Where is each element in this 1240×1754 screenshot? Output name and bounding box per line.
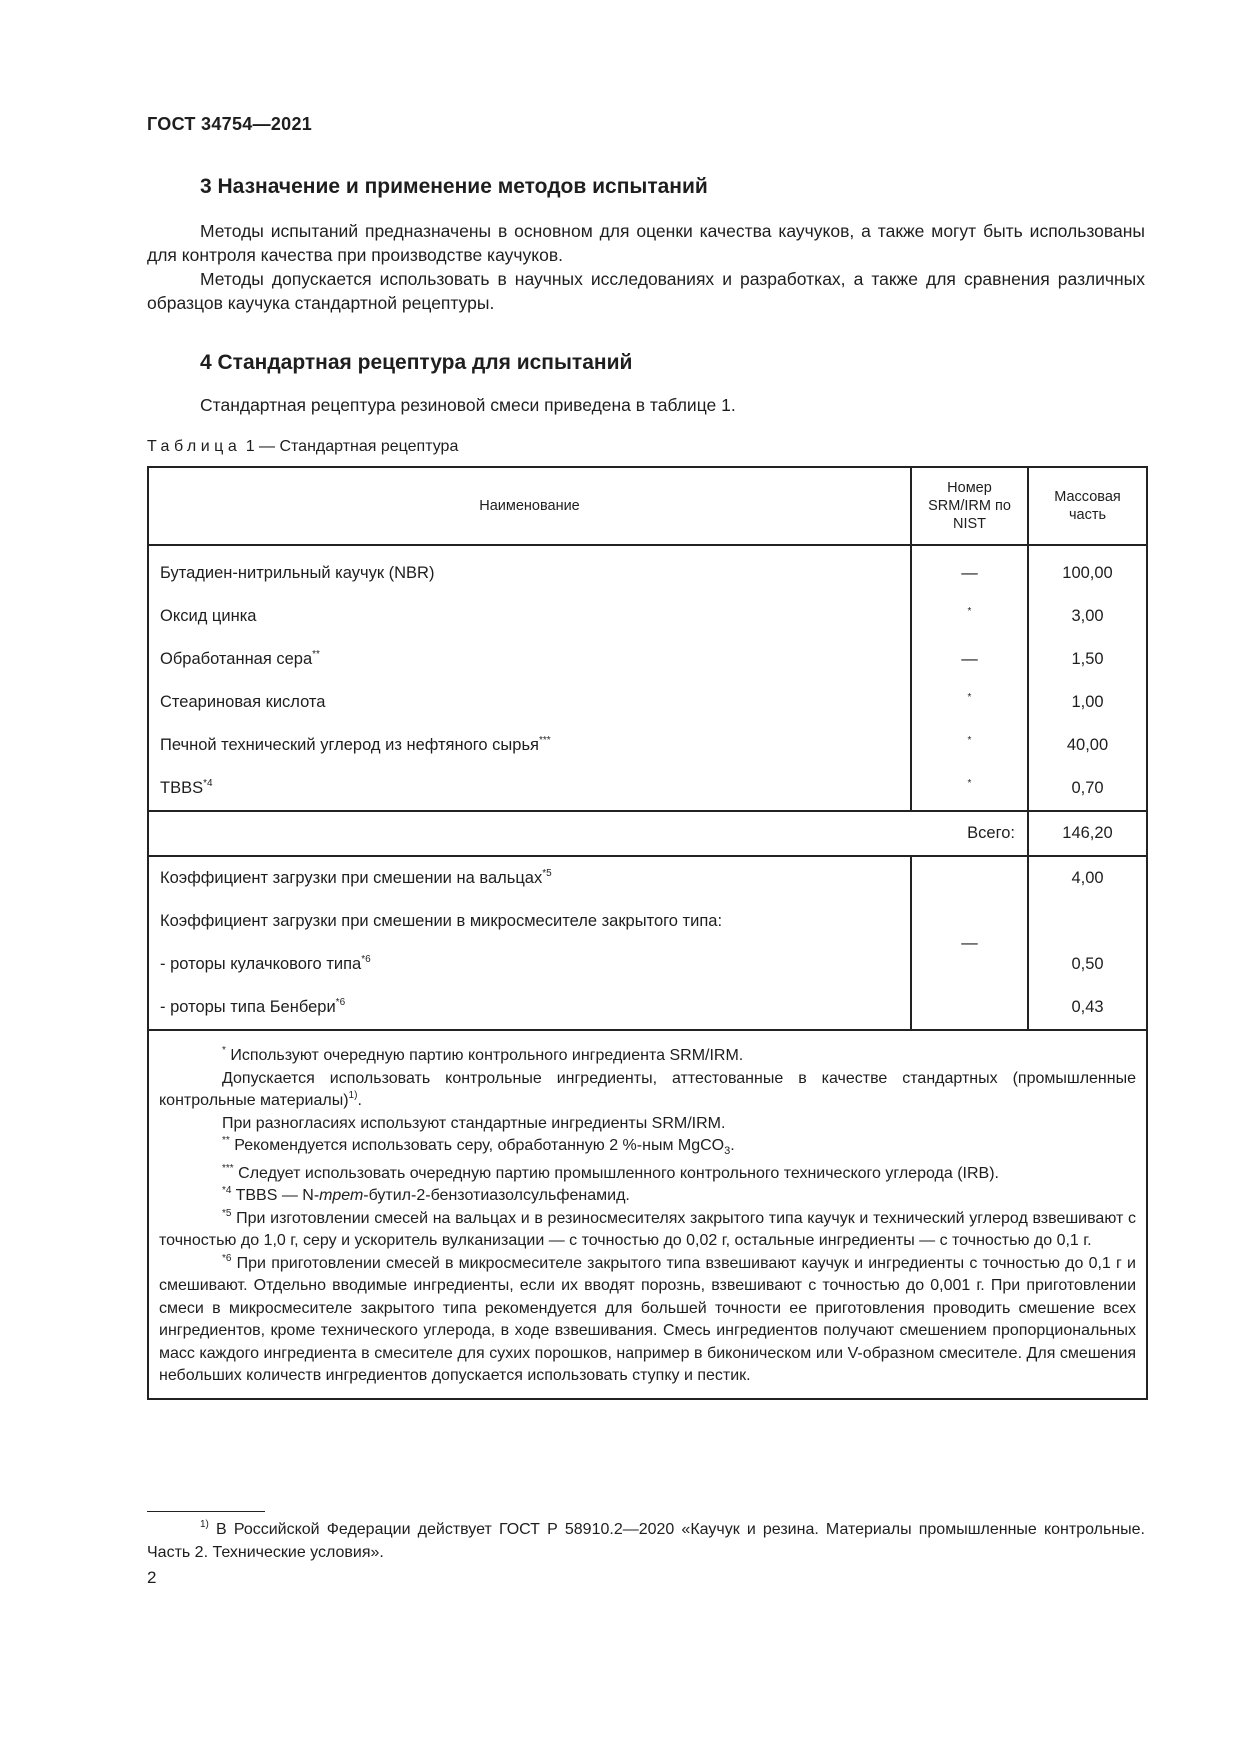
- table-caption-title: 1 — Стандартная рецептура: [245, 438, 459, 455]
- ingredient-name: Оксид цинка: [148, 595, 911, 638]
- coefficient-name: - роторы кулачкового типа$^{*6}$: [148, 943, 911, 986]
- footnote-divider: [147, 1511, 265, 1512]
- ingredient-mass: 100,00: [1028, 545, 1147, 595]
- footnote: $^{1)}$ В Российской Федерации действует ГОСТ Р 58910.2—2020 «Каучук и резина. Материалы промышленные контрольные. Часть 2. Технические условия».: [147, 1519, 1146, 1561]
- header-name: Наименование: [148, 467, 911, 545]
- note-4: ** Рекомендуется использовать серу, обработанную 2 %-ным MgCO$_3$.: [222, 1135, 735, 1158]
- ingredient-nist: *: [911, 767, 1028, 811]
- coefficient-mass: 0,43: [1028, 986, 1147, 1030]
- header-nist: Номер SRM/IRM по NIST: [911, 467, 1028, 545]
- table-caption: [147, 438, 458, 456]
- ingredient-mass: 3,00: [1028, 595, 1147, 638]
- section-4-paragraph-1: Стандартная рецептура резиновой смеси приведена в таблице 1.: [200, 395, 736, 415]
- table-row: [148, 638, 1147, 681]
- table-row: [148, 724, 1147, 767]
- coefficient-nist: —: [911, 856, 1028, 1030]
- note-3: При разногласиях используют стандартные ингредиенты SRM/IRM.: [222, 1114, 726, 1132]
- ingredient-name: Бутадиен-нитрильный каучук (NBR): [148, 545, 911, 595]
- section-3-paragraph-1: Методы испытаний предназначены в основном для оценки качества каучуков, а также могут быть использованы для контроля качества при производстве каучуков.: [147, 221, 1145, 265]
- page-number: 2: [147, 1568, 157, 1587]
- section-3-heading: 3 Назначение и применение методов испытаний: [200, 175, 708, 198]
- recipe-table: [147, 466, 1148, 1400]
- ingredient-nist: *: [911, 681, 1028, 724]
- ingredient-name: TBBS$^{*4}$: [148, 767, 911, 811]
- coefficient-name: Коэффициент загрузки при смешении в микросмесителе закрытого типа:: [148, 900, 911, 943]
- ingredient-name: Печной технический углерод из нефтяного сырья***: [148, 724, 911, 767]
- note-8: $^{*6}$ При приготовлении смесей в микросмесителе закрытого типа взвешивают каучук и ингредиенты с точностью до 0,1 г и смешивают. Отдельно вводимые ингредиенты, если их вводят порознь, взвешивают с точностью до 0,001 г. При приготовлении смеси в микросмесителе закрытого типа рекомендуется для большей точности ее приготовления проводить смешение всех ингредиентов, кроме технического углерода, в ходе взвешивания. Смесь ингредиентов получают смешением пропорциональных масс каждого ингредиента в смесителе для сухих порошков, например в биконическом или V-образном смесителе. Для смешения небольших количеств ингредиентов допускается использовать ступку и пестик.: [159, 1252, 1136, 1385]
- coefficient-mass: [1028, 900, 1147, 943]
- ingredient-nist: —: [911, 638, 1028, 681]
- note-1: * Используют очередную партию контрольного ингредиента SRM/IRM.: [222, 1045, 744, 1064]
- table-row: [148, 595, 1147, 638]
- ingredient-mass: 1,50: [1028, 638, 1147, 681]
- ingredient-name: Обработанная сера**: [148, 638, 911, 681]
- note-7: $^{*5}$ При изготовлении смесей на вальцах и в резиносмесителях закрытого типа каучук и технический углерод взвешивают с точностью до 1,0 г, серу и ускоритель вулканизации — с точностью до 0,02 г, остальные ингредиенты — с точностью до 0,1 г.: [159, 1207, 1136, 1250]
- section-3-paragraph-2: Методы допускается использовать в научных исследованиях и разработках, а также для сравнения различных образцов каучука стандартной рецептуры.: [147, 269, 1145, 313]
- coefficient-mass: 4,00: [1028, 856, 1147, 900]
- table-row: [148, 681, 1147, 724]
- coefficient-name: - роторы типа Бенбери$^{*6}$: [148, 986, 911, 1030]
- coefficient-name: Коэффициент загрузки при смешении на вальцах$^{*5}$: [148, 856, 911, 900]
- note-5: *** Следует использовать очередную партию промышленного контрольного технического углерода (IRB).: [222, 1162, 999, 1182]
- ingredient-mass: 0,70: [1028, 767, 1147, 811]
- table-caption-prefix: Таблица: [147, 438, 242, 455]
- table-notes: [148, 1030, 1147, 1399]
- table-row: [148, 856, 1147, 900]
- coefficient-mass: 0,50: [1028, 943, 1147, 986]
- ingredient-nist: *: [911, 724, 1028, 767]
- note-6: $^{*4}$ TBBS — N-трет-бутил-2-бензотиазолсульфенамид.: [222, 1185, 630, 1205]
- header-mass: Массовая часть: [1028, 467, 1147, 545]
- ingredient-mass: 40,00: [1028, 724, 1147, 767]
- ingredient-mass: 1,00: [1028, 681, 1147, 724]
- note-2: Допускается использовать контрольные ингредиенты, аттестованные в качестве стандартных (промышленные контрольные материалы)$^{1)}$.: [159, 1069, 1136, 1109]
- section-4-heading: 4 Стандартная рецептура для испытаний: [200, 351, 633, 374]
- table-row: [148, 545, 1147, 595]
- total-label: Всего:: [148, 811, 1028, 856]
- ingredient-nist: *: [911, 595, 1028, 638]
- table-notes-row: [148, 1030, 1147, 1399]
- ingredient-name: Стеариновая кислота: [148, 681, 911, 724]
- table-row: [148, 767, 1147, 811]
- ingredient-nist: —: [911, 545, 1028, 595]
- total-row: [148, 811, 1147, 856]
- standard-designation: ГОСТ 34754—2021: [147, 114, 313, 134]
- total-value: 146,20: [1028, 811, 1147, 856]
